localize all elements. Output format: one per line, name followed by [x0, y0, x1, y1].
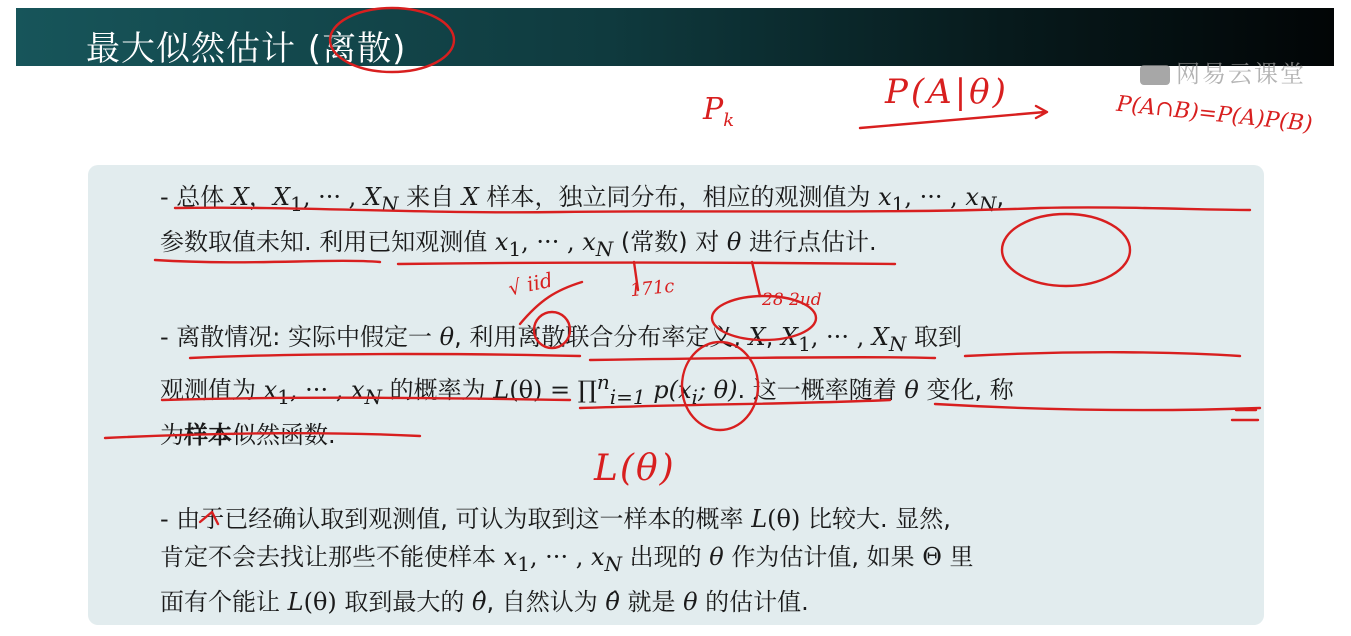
p1-dots: , ··· ,	[904, 183, 966, 211]
p2-math: (θ) =	[509, 375, 578, 404]
p2-sub: i=1	[609, 384, 646, 409]
p1-sub: N	[380, 191, 399, 216]
p1-math: X	[363, 183, 381, 211]
p3-theta: θ	[683, 587, 698, 616]
paragraph-1	[160, 178, 1260, 268]
p2-sup: n	[596, 369, 610, 394]
p3-likelihood: L	[287, 587, 304, 616]
p3-dots: , ··· ,	[529, 543, 591, 571]
p2-sub: i	[691, 384, 698, 409]
p1-text: (常数) 对	[613, 227, 727, 256]
p3-math: x	[503, 543, 518, 571]
p2-sub: 1	[798, 331, 811, 356]
p2-likelihood: L	[493, 375, 510, 404]
watermark-text: 网易云课堂	[1176, 60, 1306, 88]
p3-text: 的估计值.	[697, 587, 809, 616]
p3-theta-hat: θ̂	[472, 587, 487, 616]
p1-sub: N	[978, 191, 997, 216]
p3-text: 肯定不会去找让那些不能使样本	[160, 543, 504, 571]
slide-title: 最大似然估计 (离散)	[86, 29, 407, 69]
p3-text: 里	[941, 543, 974, 571]
hw-note-iid: √ iid	[505, 267, 555, 301]
p3-math: x	[590, 543, 605, 571]
p2-theta: θ	[904, 375, 919, 404]
p1-sub: N	[595, 236, 614, 261]
p2-text: , 利用离散联合分布率定义,	[454, 323, 749, 351]
hw-conditional-prob: P(A|θ)	[885, 72, 1009, 112]
hw-pk	[703, 92, 734, 131]
hw-pk-sub: k	[723, 110, 735, 131]
p1-text: 来自	[398, 183, 462, 211]
p2-math: x	[263, 375, 278, 404]
p2-text: 变化, 称	[918, 375, 1014, 404]
hw-note-2: 171c	[629, 275, 676, 302]
p2-text: 的概率为	[382, 375, 494, 404]
p3-math: (θ)	[303, 587, 337, 616]
p2-text: . 这一概率随着	[737, 375, 905, 404]
hw-pk-main: P	[703, 92, 724, 127]
watermark-logo-icon	[1140, 65, 1170, 85]
p3-likelihood: L	[751, 505, 768, 533]
p1-text: ，	[249, 183, 274, 211]
hw-independence: P(A∩B)=P(A)P(B)	[1115, 91, 1314, 138]
p1-text: ,	[996, 183, 1005, 211]
p2-math: X	[748, 323, 766, 351]
p2-bold-term: 样本	[184, 420, 232, 449]
p1-x: X	[231, 183, 250, 211]
p3-text: 出现的	[622, 543, 710, 571]
p1-theta: θ	[726, 227, 742, 256]
paragraph-2	[160, 318, 1260, 454]
p1-sub: 1	[290, 191, 303, 216]
p1-text: 进行点估计.	[741, 227, 877, 256]
p1-math: X	[273, 183, 291, 211]
p3-text: 取到最大的	[336, 587, 473, 616]
p1-text: 参数取值未知. 利用已知观测值	[160, 227, 495, 256]
p1-dots: , ··· ,	[302, 183, 364, 211]
p3-text: 就是	[619, 587, 684, 616]
p3-text: , 自然认为	[486, 587, 606, 616]
p2-math: x	[350, 375, 365, 404]
p3-theta: θ	[709, 543, 724, 571]
p2-math: X	[871, 323, 889, 351]
p2-math: p	[645, 375, 669, 404]
watermark	[1140, 54, 1306, 89]
p2-sub: 1	[277, 384, 290, 409]
p2-math: X	[780, 323, 799, 351]
p1-math: x	[582, 227, 596, 256]
hw-l-theta: L(θ)	[594, 448, 676, 489]
p2-text: ,	[765, 323, 781, 351]
p3-text: 比较大. 显然,	[800, 505, 951, 533]
p1-dots: , ··· ,	[521, 227, 583, 256]
p3-text: 作为估计值, 如果	[723, 543, 923, 571]
p3-text: 面有个能让	[160, 587, 288, 616]
p2-theta: θ	[439, 323, 455, 351]
title-bar	[16, 8, 1334, 69]
p3-parameter-space: Θ	[922, 543, 942, 571]
p1-math: X	[461, 183, 479, 211]
p1-math: x	[494, 227, 509, 256]
p2-math: ; θ)	[697, 375, 738, 404]
p1-sub: 1	[508, 236, 522, 261]
p3-math: (θ)	[767, 505, 801, 533]
p1-sub: 1	[891, 191, 905, 216]
p3-sub: 1	[517, 551, 530, 576]
p2-text: 观测值为	[160, 375, 264, 404]
p2-text: 似然函数.	[232, 420, 336, 449]
p2-lead: - 离散情况: 实际中假定一	[160, 323, 440, 351]
p2-sub: N	[888, 331, 907, 356]
p3-sub: N	[604, 551, 622, 576]
p2-text: 为	[160, 420, 184, 449]
p2-product-symbol: ∏	[577, 375, 597, 404]
p1-math: x	[878, 183, 892, 211]
p1-math: x	[965, 183, 979, 211]
p1-lead: - 总体	[160, 183, 232, 211]
p1-text: 样本，独立同分布，相应的观测值为	[478, 183, 879, 211]
p2-text: 取到	[906, 323, 963, 351]
p2-dots: , ··· ,	[289, 375, 351, 404]
p2-dots: , ··· ,	[810, 323, 872, 351]
hw-note-3: 28 2ud	[762, 290, 822, 310]
paragraph-3	[160, 500, 1260, 621]
p3-theta-hat: θ̂	[605, 587, 620, 616]
p3-lead: - 由于已经确认取到观测值, 可认为取到这一样本的概率	[160, 505, 752, 533]
p2-sub: N	[364, 384, 382, 409]
p2-math: (x	[668, 375, 692, 404]
